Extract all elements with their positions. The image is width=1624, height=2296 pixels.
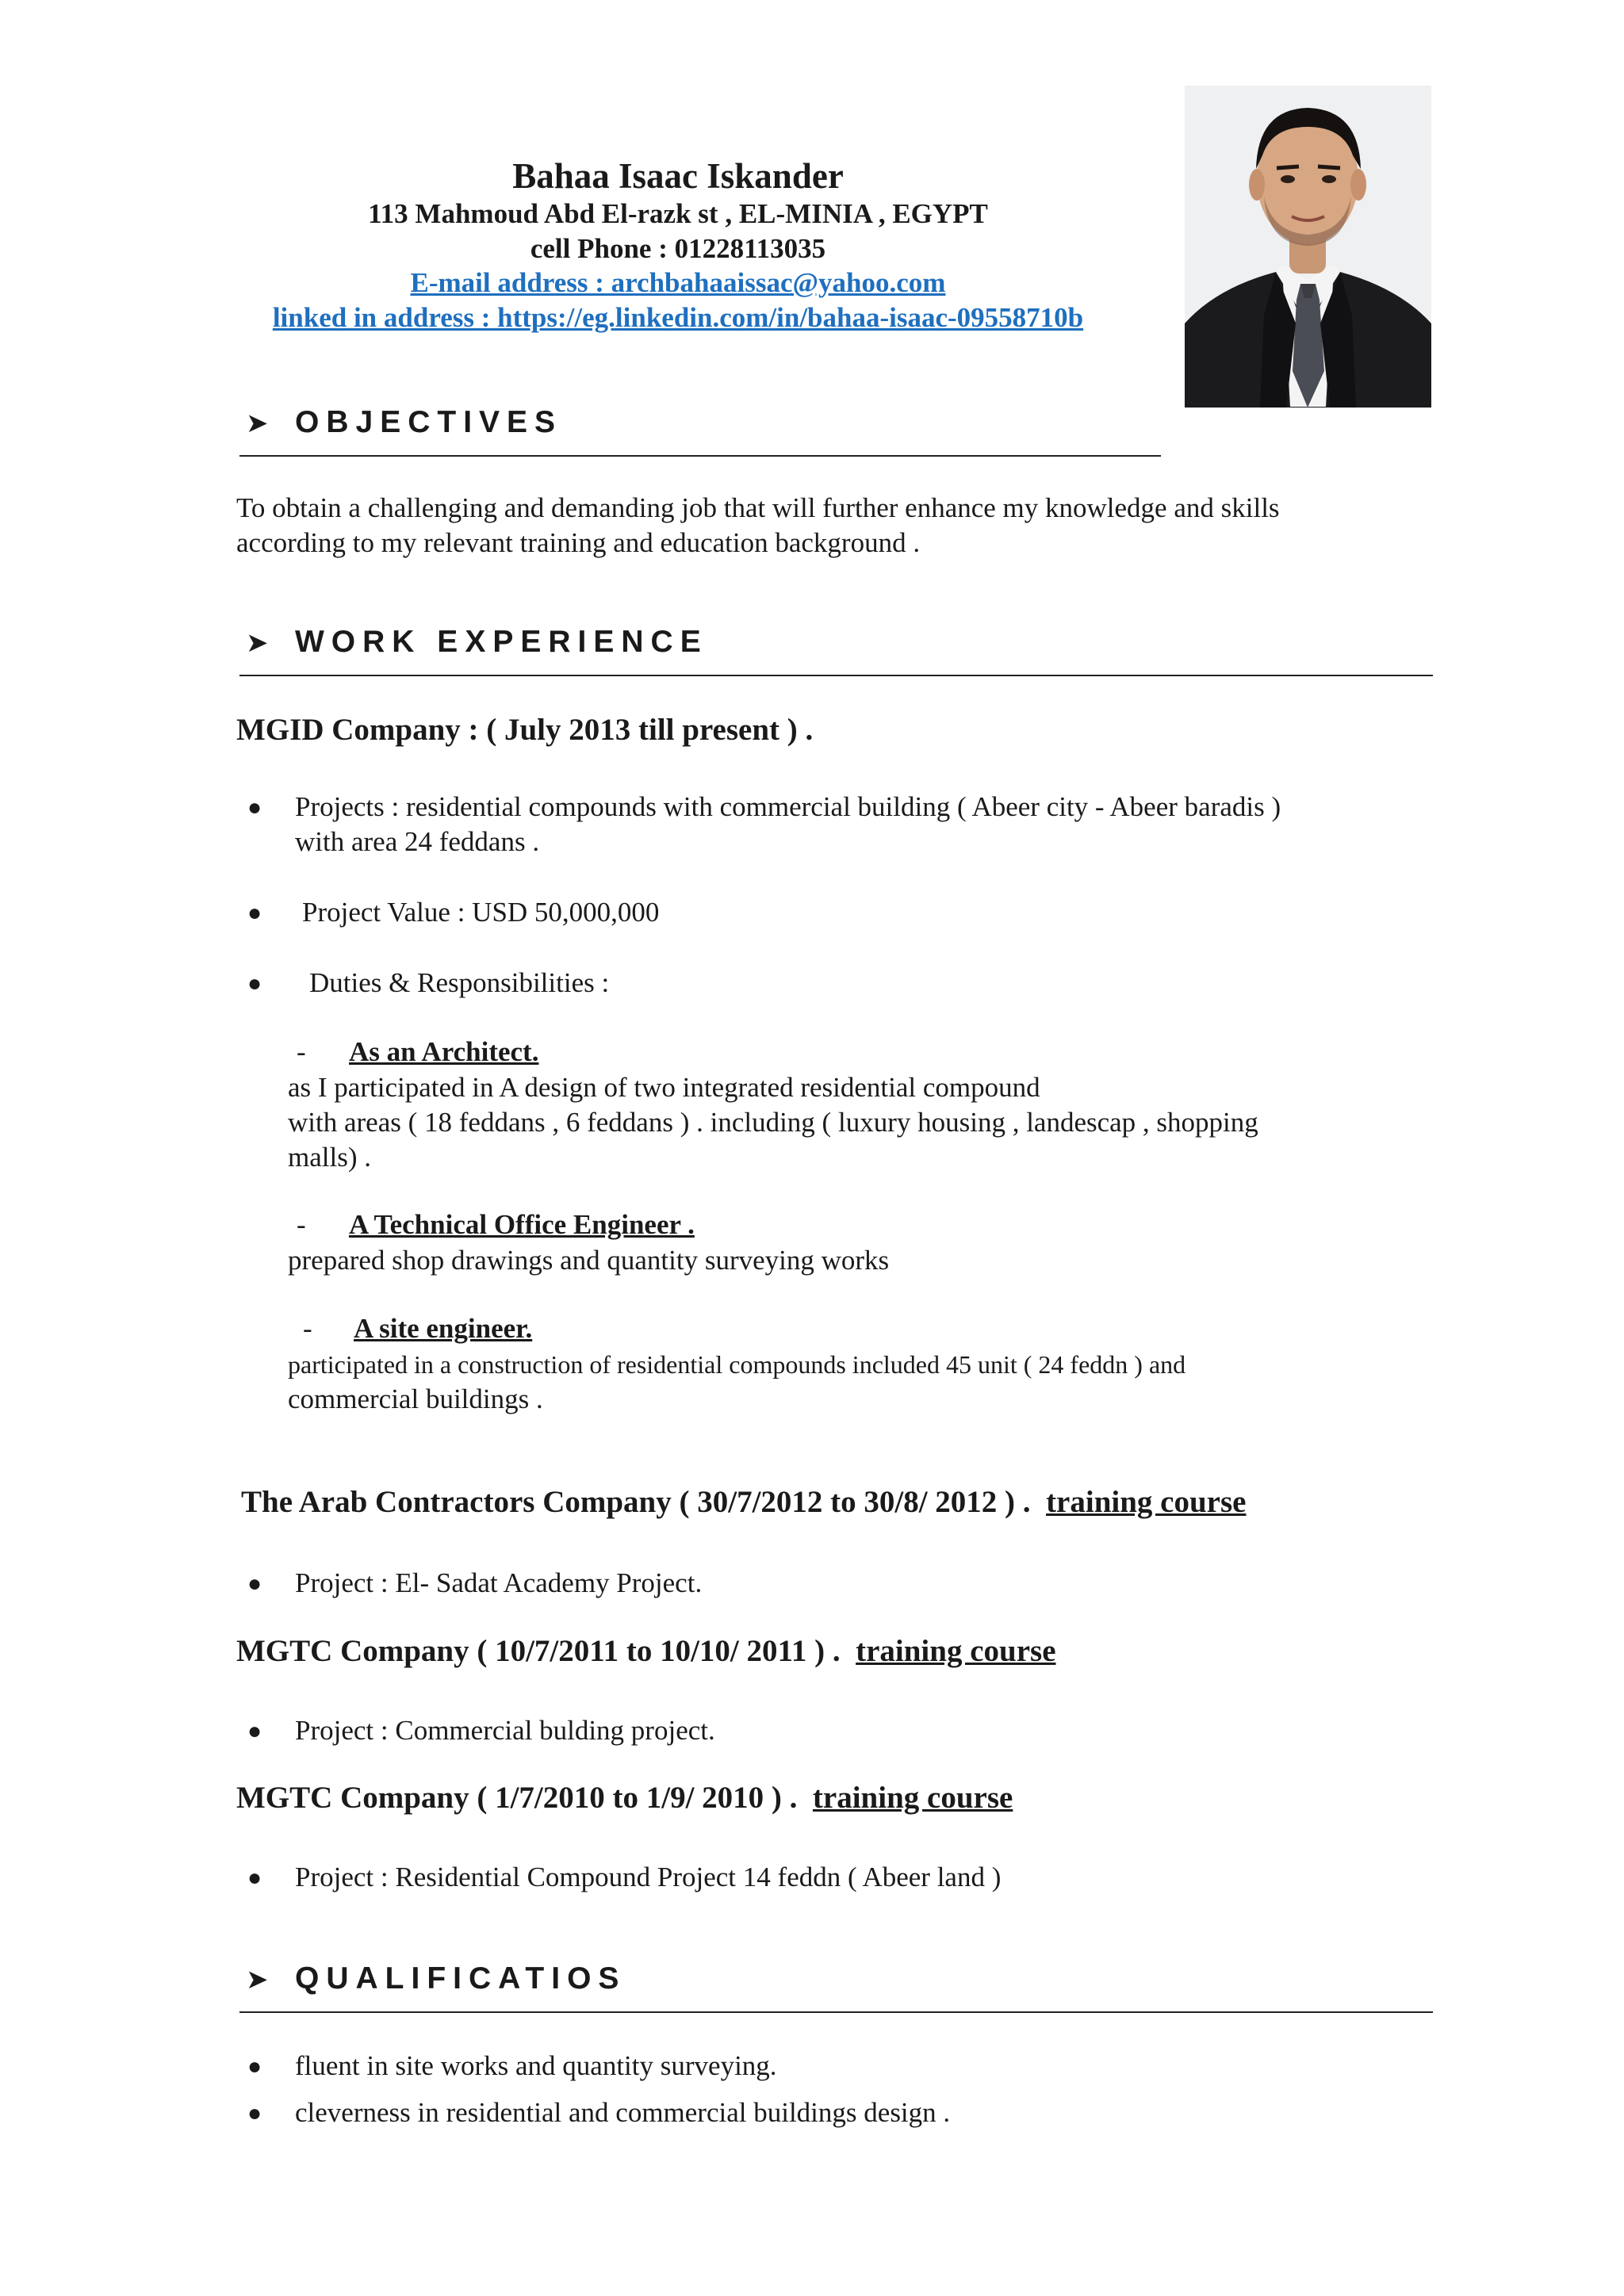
- bullet-icon: ●: [247, 1718, 262, 1744]
- email-link[interactable]: E-mail address : archbahaaissac@yahoo.com: [410, 267, 946, 298]
- project-mgtc-2010: Project : Residential Compound Project 14 feddn ( Abeer land ): [295, 1862, 1002, 1892]
- bullet-icon: ●: [247, 794, 262, 821]
- projects-line-1: Projects : residential compounds with commercial building ( Abeer city - Abeer baradis ): [295, 791, 1281, 822]
- linkedin-link[interactable]: linked in address : https://eg.linkedin.com/in/bahaa-isaac-09558710b: [272, 302, 1084, 333]
- bullet-icon: ●: [247, 1865, 262, 1891]
- training-course-label: training course: [856, 1634, 1056, 1668]
- role-title-technical-office: A Technical Office Engineer .: [349, 1209, 695, 1240]
- work-experience-heading: ➤ WORK EXPERIENCE: [246, 625, 708, 659]
- candidate-name: Bahaa Isaac Iskander: [512, 156, 844, 196]
- objectives-heading: ➤ OBJECTIVES: [246, 405, 563, 439]
- role-site-engineer-line-2: commercial buildings .: [288, 1383, 543, 1414]
- role-title-site-engineer: A site engineer.: [354, 1313, 533, 1344]
- qualification-item: fluent in site works and quantity surveying.: [295, 2050, 777, 2081]
- role-site-engineer-line-1: participated in a construction of residential compounds included 45 unit ( 24 feddn ) and: [288, 1350, 1186, 1379]
- job-heading-arab-contractors: The Arab Contractors Company ( 30/7/2012 to 30/8/ 2012 ) . training course: [241, 1485, 1247, 1519]
- project-value: Project Value : USD 50,000,000: [302, 897, 660, 928]
- arrowhead-icon: ➤: [246, 1964, 269, 1996]
- objectives-divider: [239, 455, 1161, 457]
- work-experience-divider: [239, 675, 1433, 676]
- job-heading-mgid: MGID Company : ( July 2013 till present ) .: [236, 713, 814, 747]
- arrowhead-icon: ➤: [246, 408, 269, 439]
- bullet-icon: ●: [247, 900, 262, 926]
- objective-line-1: To obtain a challenging and demanding job that will further enhance my knowledge and skills: [236, 492, 1280, 523]
- training-course-label: training course: [1046, 1485, 1247, 1519]
- project-mgtc-2011: Project : Commercial bulding project.: [295, 1715, 715, 1746]
- role-architect-line-3: malls) .: [288, 1142, 371, 1173]
- bullet-icon: ●: [247, 2100, 262, 2126]
- bullet-icon: ●: [247, 1571, 262, 1597]
- profile-photo: [1185, 86, 1431, 408]
- arrowhead-icon: ➤: [246, 627, 269, 659]
- cell-phone: cell Phone : 01228113035: [530, 233, 826, 264]
- role-architect-line-2: with areas ( 18 feddans , 6 feddans ) . including ( luxury housing , landescap , shopping: [288, 1107, 1258, 1138]
- objective-line-2: according to my relevant training and education background .: [236, 527, 921, 558]
- job-heading-mgtc-2010: MGTC Company ( 1/7/2010 to 1/9/ 2010 ) . training course: [236, 1781, 1013, 1815]
- project-arab-contractors: Project : El- Sadat Academy Project.: [295, 1567, 703, 1598]
- duties-label: Duties & Responsibilities :: [309, 967, 610, 998]
- postal-address: 113 Mahmoud Abd El-razk st , EL-MINIA , EGYPT: [368, 198, 988, 229]
- job-heading-mgtc-2011: MGTC Company ( 10/7/2011 to 10/10/ 2011 ) . training course: [236, 1634, 1056, 1668]
- bullet-icon: ●: [247, 2053, 262, 2080]
- qualifications-heading: ➤ QUALIFICATIOS: [246, 1961, 626, 1996]
- role-architect-line-1: as I participated in A design of two integrated residential compound: [288, 1072, 1040, 1103]
- projects-line-2: with area 24 feddans .: [295, 826, 540, 857]
- dash-marker: -: [297, 1209, 306, 1240]
- dash-marker: -: [297, 1036, 306, 1067]
- dash-marker: -: [303, 1313, 312, 1344]
- role-technical-office-line-1: prepared shop drawings and quantity surveying works: [288, 1245, 890, 1276]
- role-title-architect: As an Architect.: [349, 1036, 539, 1067]
- qualification-item: cleverness in residential and commercial buildings design .: [295, 2097, 951, 2128]
- qualifications-divider: [239, 2011, 1433, 2013]
- bullet-icon: ●: [247, 970, 262, 997]
- training-course-label: training course: [812, 1781, 1013, 1815]
